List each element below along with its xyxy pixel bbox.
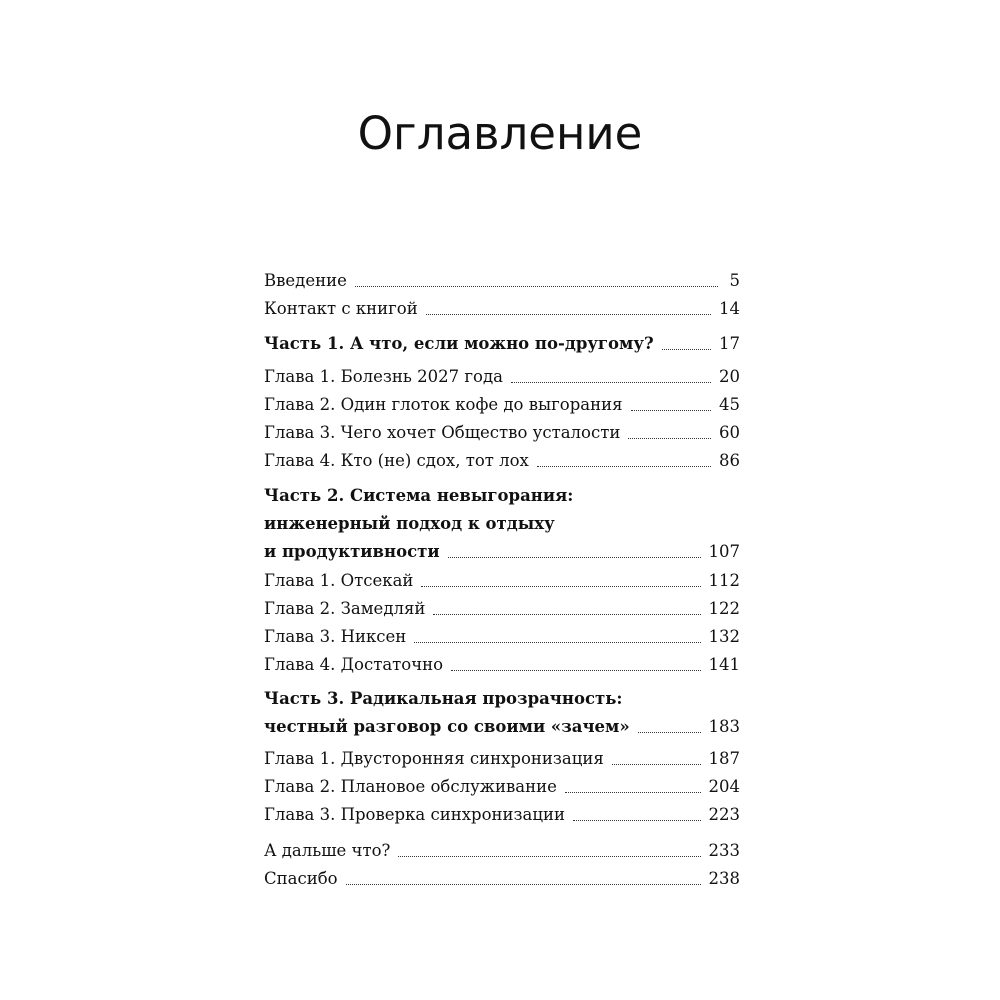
toc-entry-page: 204 [708, 777, 740, 796]
dot-leader [662, 349, 711, 350]
dot-leader [398, 856, 700, 857]
toc-entry-part1-ch2 [264, 388, 740, 416]
toc-entry-label: инженерный подход к отдыху [264, 514, 555, 533]
toc-entry-page: 238 [708, 869, 740, 888]
toc-entry-page: 107 [708, 542, 740, 561]
dot-leader [612, 764, 701, 765]
toc-entry-part3-ch2 [264, 770, 740, 798]
dot-leader [638, 732, 701, 733]
toc-entry-part1-ch4 [264, 444, 740, 472]
page-title: Оглавление [357, 107, 643, 160]
toc-entry-page: 183 [708, 717, 740, 736]
toc-entry-label: Глава 2. Один глоток кофе до выгорания [264, 395, 623, 414]
toc-entry-page: 86 [719, 451, 740, 470]
toc-entry-part1-ch3 [264, 416, 740, 444]
toc-entry-page: 5 [729, 271, 740, 290]
toc-entry-thanks [264, 862, 740, 890]
toc-entry-introduction [264, 264, 740, 292]
toc-entry-page: 14 [719, 299, 740, 318]
toc-entry-label: Контакт с книгой [264, 299, 418, 318]
toc-part-2-line-1 [264, 479, 740, 507]
toc-entry-label: Глава 1. Отсекай [264, 571, 414, 590]
toc-entry-page: 60 [719, 423, 740, 442]
toc-entry-page: 141 [708, 655, 740, 674]
dot-leader [631, 410, 711, 411]
toc-entry-label: и продуктивности [264, 542, 440, 561]
dot-leader [511, 382, 711, 383]
toc-entry-part1-ch1 [264, 360, 740, 388]
dot-leader [426, 314, 711, 315]
toc-entry-part2-ch3 [264, 620, 740, 648]
toc-entry-page: 132 [708, 627, 740, 646]
toc-entry-contact [264, 292, 740, 320]
dot-leader [565, 792, 701, 793]
toc-entry-part2-ch1 [264, 564, 740, 592]
toc-entry-page: 20 [719, 367, 740, 386]
dot-leader [448, 557, 701, 558]
toc-entry-part3-ch3 [264, 798, 740, 826]
toc-part-2-line-2 [264, 507, 740, 535]
toc-entry-page: 122 [708, 599, 740, 618]
toc-part-3-line-1 [264, 682, 740, 710]
toc-entry-label: Часть 1. А что, если можно по-другому? [264, 334, 654, 353]
toc-entry-label: честный разговор со своими «зачем» [264, 717, 630, 736]
toc-entry-label: Часть 3. Радикальная прозрачность: [264, 689, 623, 708]
toc-part-2 [264, 535, 740, 563]
dot-leader [421, 586, 700, 587]
toc-entry-page: 223 [708, 805, 740, 824]
toc-entry-label: Глава 2. Плановое обслуживание [264, 777, 557, 796]
dot-leader [573, 820, 701, 821]
toc-entry-label: Глава 3. Проверка синхронизации [264, 805, 565, 824]
toc-entry-label: Глава 3. Никсен [264, 627, 407, 646]
toc-entry-page: 233 [708, 841, 740, 860]
toc-entry-part3-ch1 [264, 742, 740, 770]
dot-leader [433, 614, 700, 615]
toc-entry-part2-ch2 [264, 592, 740, 620]
dot-leader [628, 438, 711, 439]
dot-leader [414, 642, 700, 643]
toc-entry-page: 45 [719, 395, 740, 414]
toc-part-1 [264, 327, 740, 355]
toc-entry-label: Введение [264, 271, 347, 290]
toc-entry-whats-next [264, 834, 740, 862]
toc-entry-page: 187 [708, 749, 740, 768]
toc-entry-label: Глава 4. Достаточно [264, 655, 444, 674]
toc-entry-label: Часть 2. Система невыгорания: [264, 486, 574, 505]
toc-entry-label: Глава 3. Чего хочет Общество усталости [264, 423, 621, 442]
toc-entry-part2-ch4 [264, 648, 740, 676]
toc-entry-label: А дальше что? [264, 841, 391, 860]
toc-entry-label: Спасибо [264, 869, 338, 888]
toc-entry-label: Глава 2. Замедляй [264, 599, 426, 618]
toc-entry-label: Глава 1. Болезнь 2027 года [264, 367, 503, 386]
dot-leader [346, 884, 701, 885]
toc-entry-label: Глава 1. Двусторонняя синхронизация [264, 749, 604, 768]
dot-leader [355, 286, 718, 287]
toc-entry-page: 112 [708, 571, 740, 590]
toc-entry-label: Глава 4. Кто (не) сдох, тот лох [264, 451, 529, 470]
toc-entry-page: 17 [719, 334, 740, 353]
dot-leader [537, 466, 711, 467]
dot-leader [451, 670, 700, 671]
toc-part-3 [264, 710, 740, 738]
